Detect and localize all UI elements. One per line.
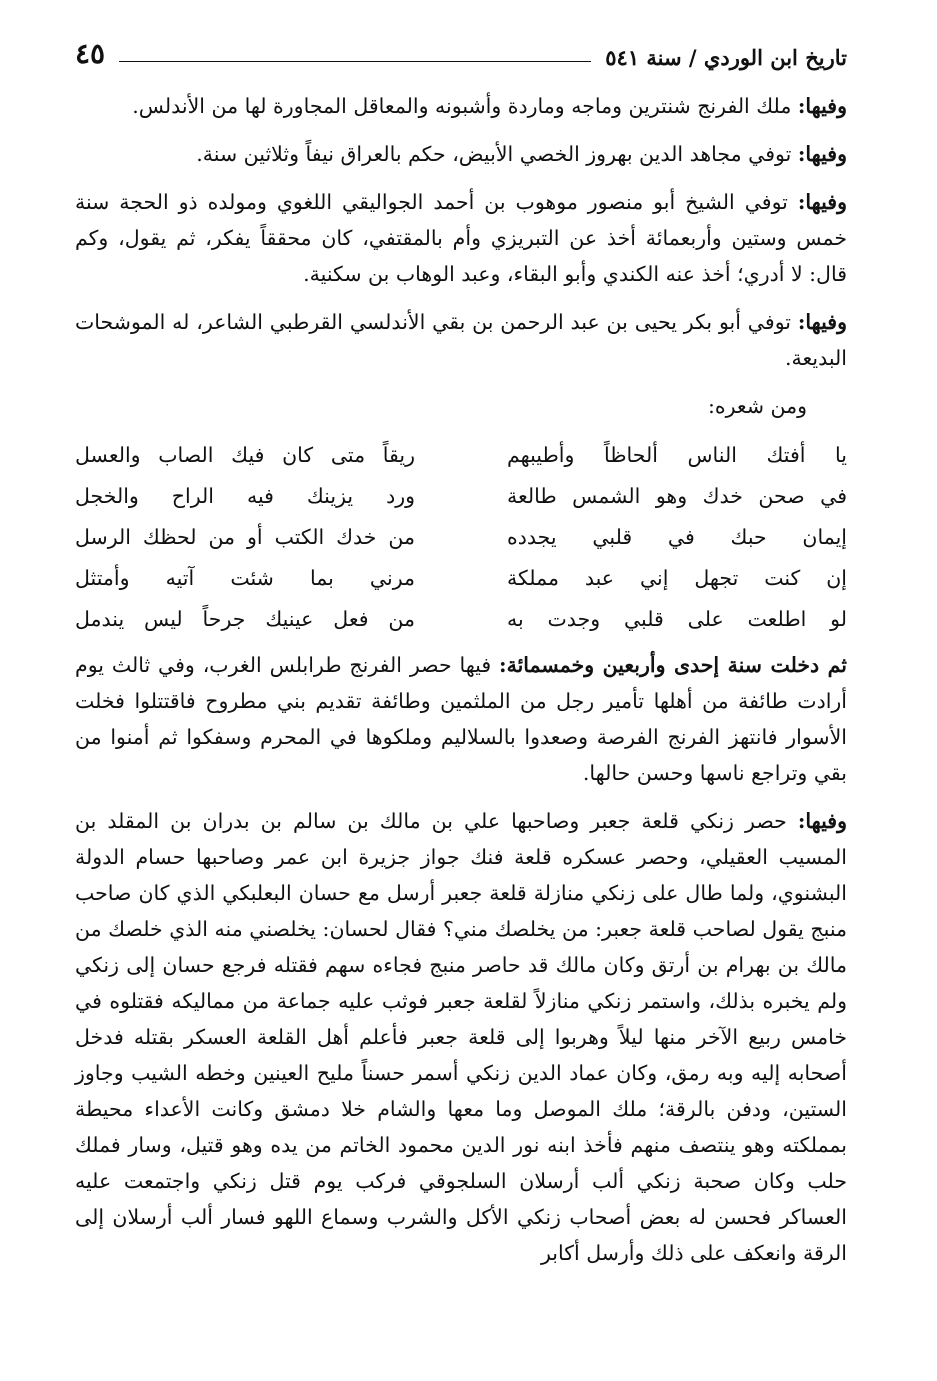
paragraph bbox=[75, 88, 847, 124]
paragraph-lead: وفيها: bbox=[797, 310, 847, 334]
header-rule bbox=[119, 61, 591, 62]
paragraph bbox=[75, 136, 847, 172]
paragraph bbox=[75, 304, 847, 376]
running-header bbox=[75, 30, 847, 70]
paragraph-text: توفي مجاهد الدين بهروز الخصي الأبيض، حكم بالعراق نيفاً وثلاثين سنة. bbox=[196, 142, 798, 166]
verse-first-hemistich: إن كنت تجهل إني عبد مملكة bbox=[507, 565, 847, 590]
poem-verse bbox=[75, 598, 847, 639]
paragraph-text: توفي أبو بكر يحيى بن عبد الرحمن بن بقي الأندلسي القرطبي الشاعر، له الموشحات البديعة. bbox=[75, 310, 847, 370]
verse-second-hemistich: ريقاً متى كان فيك الصاب والعسل bbox=[75, 442, 415, 467]
paragraph-text: توفي الشيخ أبو منصور موهوب بن أحمد الجواليقي اللغوي ومولده ذو الحجة سنة خمس وستين وأربعمائة أخذ عن التبريزي وأم بالمقتفي، كان محققاً يفكر، ثم يقول، وكم قال: لا أدري؛ أخذ عنه الكندي وأبو البقاء، وعبد الوهاب بن سكنية. bbox=[75, 190, 847, 286]
poem-intro: ومن شعره: bbox=[707, 394, 807, 418]
verse-first-hemistich: يا أفتك الناس ألحاظاً وأطيبهم bbox=[507, 442, 847, 467]
verse-first-hemistich: في صحن خدك وهو الشمس طالعة bbox=[507, 483, 847, 508]
verse-first-hemistich: إيمان حبك في قلبي يجدده bbox=[507, 524, 847, 549]
verse-second-hemistich: مرني بما شئت آتيه وأمتثل bbox=[75, 565, 415, 590]
paragraph-lead: وفيها: bbox=[797, 809, 847, 833]
poem-verse bbox=[75, 557, 847, 598]
paragraph-lead: وفيها: bbox=[797, 142, 847, 166]
poem-verse bbox=[75, 434, 847, 475]
poem-verse bbox=[75, 475, 847, 516]
poem bbox=[75, 434, 847, 639]
paragraph bbox=[75, 184, 847, 292]
paragraph-text: حصر زنكي قلعة جعبر وصاحبها علي بن مالك بن سالم بن بدران بن المقلد بن المسيب العقيلي، وحصر عسكره قلعة فنك جواز جزيرة ابن عمر وصاحبها حسام الدولة البشنوي، ولما طال على زنكي منازلة قلعة جعبر أرسل مع حسان البعلبكي الذي كان صاحب منبج يقول لصاحب قلعة جعبر: من يخلصك مني؟ فقال لحسان: يخلصني منه الذي خلصك من مالك بن بهرام بن أرتق وكان مالك قد حاصر منبج فجاءه سهم فقتله فرجع حسان إلى زنكي ولم يخبره بذلك، واستمر زنكي منازلاً لقلعة جعبر فوثب عليه جماعة من مماليكه فقتلوه في خامس ربيع الآخر منها ليلاً وهربوا إلى قلعة جعبر فأعلم أهل القلعة العسكر بقتله فدخل أصحابه إليه وبه رمق، وكان عماد الدين زنكي أسمر حسناً مليح العينين وخطه الشيب وجاوز الستين، ودفن بالرقة؛ ملك الموصل وما معها والشام خلا دمشق وكانت الأعداء محيطة بمملكته وهو ينتصف منهم فأخذ ابنه نور الدين محمود الخاتم من يده وهو قتيل، وسار فملك حلب وكان صحبة زنكي ألب أرسلان السلجوقي فركب يوم قتل زنكي واجتمعت عليه العساكر فحسن له بعض أصحاب زنكي الأكل والشرب وسماع اللهو فسار ألب أرسلان إلى الرقة وانعكف على ذلك وأرسل أكابر bbox=[75, 809, 847, 1265]
verse-second-hemistich: ورد يزينك فيه الراح والخجل bbox=[75, 483, 415, 508]
paragraph-lead: وفيها: bbox=[797, 190, 847, 214]
paragraph-text: ملك الفرنج شنترين وماجه وماردة وأشبونه والمعاقل المجاورة لها من الأندلس. bbox=[132, 94, 798, 118]
poem-verse bbox=[75, 516, 847, 557]
year-section bbox=[75, 647, 847, 791]
year-section-text: فيها حصر الفرنج طرابلس الغرب، وفي ثالث يوم أرادت طائفة من أهلها تأمير رجل من الملثمين وطائفة تقديم بني مطروح فاقتتلوا فخلت الأسوار فانتهز الفرنج الفرصة وصعدوا بالسلاليم وملكوها في المحرم وسفكوا ثم أمنوا من بقي وتراجع ناسها وحسن حالها. bbox=[75, 653, 847, 785]
page-number: ٤٥ bbox=[75, 37, 106, 70]
header-title: تاريخ ابن الوردي / سنة ٥٤١ bbox=[605, 45, 847, 70]
verse-second-hemistich: من خدك الكتب أو من لحظك الرسل bbox=[75, 524, 415, 549]
paragraph-lead: وفيها: bbox=[797, 94, 847, 118]
year-heading: ثم دخلت سنة إحدى وأربعين وخمسمائة: bbox=[499, 653, 848, 677]
verse-second-hemistich: من فعل عينيك جرحاً ليس يندمل bbox=[75, 606, 415, 631]
verse-first-hemistich: لو اطلعت على قلبي وجدت به bbox=[507, 606, 847, 631]
paragraph bbox=[75, 803, 847, 1271]
